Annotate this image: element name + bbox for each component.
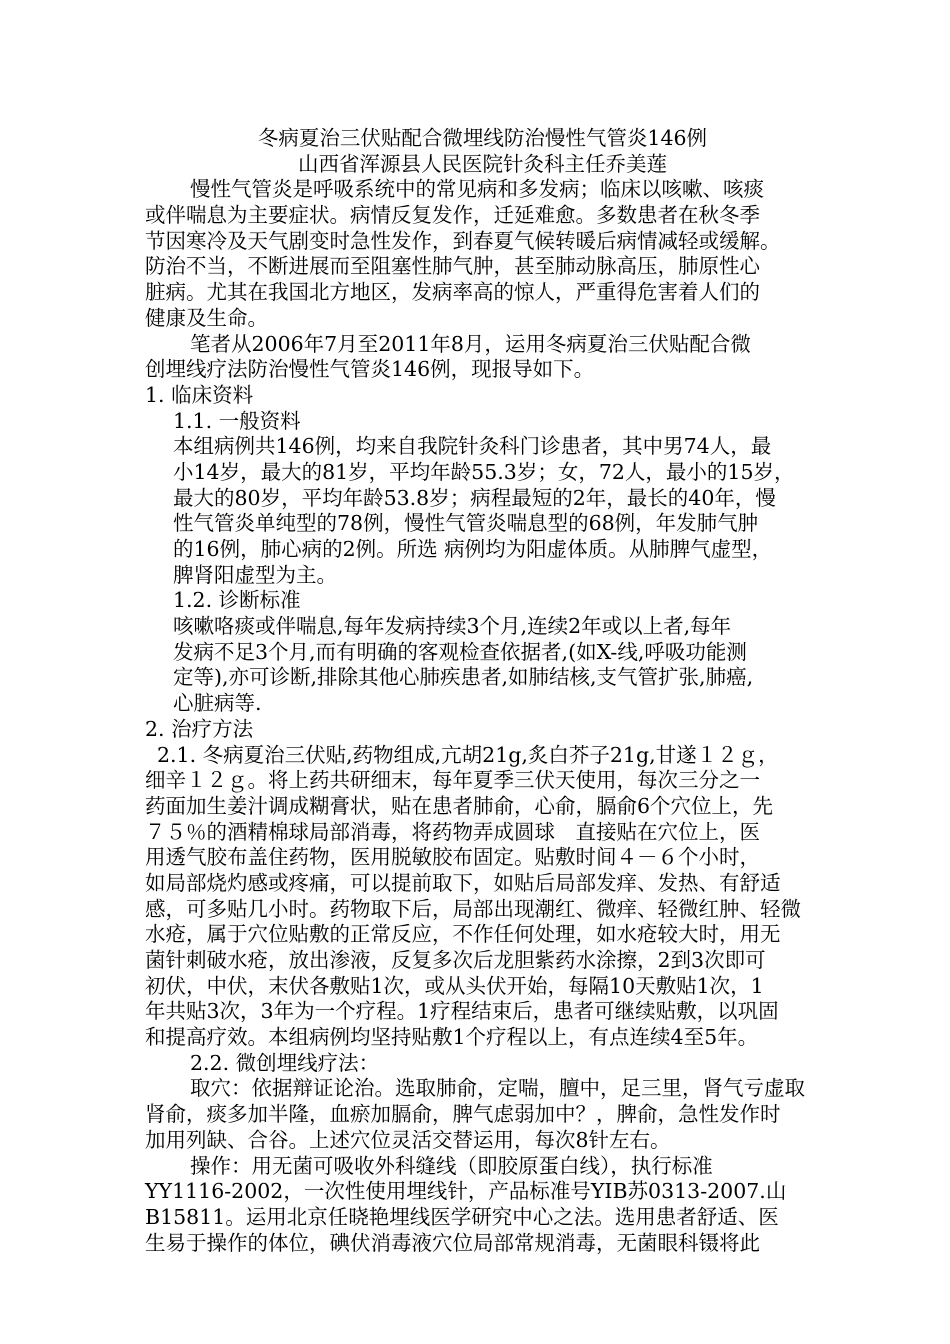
paragraph-line: 创埋线疗法防治慢性气管炎146例，现报导如下。 [145,357,595,382]
section-heading: 2. 治疗方法 [145,716,254,741]
paragraph-line: 肾俞，痰多加半隆，血瘀加膈俞，脾气虑弱加中？，脾俞，急性发作时 [145,1102,781,1127]
paragraph-line: 和提高疗效。本组病例均坚持贴敷1个疗程以上，有点连续4至5年。 [145,1025,759,1050]
paragraph-line: 的16例，肺心病的2例。所选 病例均为阳虚体质。从肺脾气虚型， [173,537,773,561]
paragraph-line: ７５％的酒精棉球局部消毒，将药物弄成圆球 直接贴在穴位上，医 [145,819,760,844]
paragraph-line: 健康及生命。 [145,305,268,330]
paragraph-line: 2.1. 冬病夏治三伏贴,药物组成,亢胡21g,炙白芥子21g,甘遂１２ｇ， [157,742,779,767]
paragraph-line: 操作：用无菌可吸收外科缝线（即胶原蛋白线），执行标准 [190,1153,713,1178]
paragraph-line: B15811。运用北京任晓艳埋线医学研究中心之法。选用患者舒适、医 [145,1204,779,1229]
document-page [145,126,820,1256]
paragraph-line: 年共贴3次，3年为一个疗程。1疗程结束后，患者可继续贴敷，以巩固 [145,999,779,1024]
paragraph-line: 本组病例共146例，均来自我院针灸科门诊患者，其中男74人，最 [173,434,772,459]
paragraph-line: 加用列缺、合谷。上述穴位灵活交替运用，每次8针左右。 [145,1127,671,1152]
paragraph-line: 心脏病等. [173,691,262,716]
paragraph-line: 水疮，属于穴位贴敷的正常反应，不作任何处理，如水疮较大时，用无 [145,922,781,947]
paragraph-line: 药面加生姜汁调成糊膏状，贴在患者肺俞，心俞，膈俞6个穴位上，先 [145,793,774,818]
paragraph-line: 性气管炎单纯型的78例，慢性气管炎喘息型的68例，年发肺气肿 [173,511,759,536]
paragraph-line: 防治不当，不断进展而至阻塞性肺气肿，甚至肺动脉高压，肺原性心 [145,254,760,279]
paragraph-line: 感，可多贴几小时。药物取下后，局部出现潮红、微痒、轻微红肿、轻微 [145,896,801,921]
paragraph-line: 用透气胶布盖住药物，医用脱敏胶布固定。贴敷时间４－６个小时， [145,845,760,870]
paragraph-line: 菌针刺破水疮，放出渗液，反复多次后龙胆紫药水涂擦，2到3次即可 [145,948,766,972]
paragraph-line: 脾肾阳虚型为主。 [173,562,337,587]
paragraph-line: 脏病。尤其在我国北方地区，发病率高的惊人，严重得危害着人们的 [145,280,760,305]
paragraph-line: YY1116-2002，一次性使用埋线针，产品标准号YIB苏0313-2007.山 [145,1179,787,1204]
section-heading: 1. 临床资料 [145,382,254,407]
paragraph-line: 细辛１２ｇ。将上药共研细末，每年夏季三伏天使用，每次三分之一 [145,768,760,793]
paragraph-line: 慢性气管炎是呼吸系统中的常见病和多发病；临床以咳嗽、咳痰 [190,177,764,202]
paragraph-line: 初伏，中伏，末伏各敷贴1次，或从头伏开始，每隔10天敷贴1次，1 [145,973,764,998]
paragraph-line: 咳嗽咯痰或伴喘息,每年发病持续3个月,连续2年或以上者,每年 [173,614,732,639]
paragraph-line: 取穴：依据辩证论治。选取肺俞，定喘，膻中，足三里，肾气亏虚取 [190,1076,805,1101]
paragraph-line: 最大的80岁，平均年龄53.8岁；病程最短的2年，最长的40年，慢 [173,485,776,510]
document-author: 山西省浑源县人民医院针灸科主任乔美莲 [298,151,667,176]
paragraph-line: 节因寒冷及天气剧变时急性发作，到春夏气候转暖后病情减轻或缓解。 [145,228,781,253]
paragraph-line: 如局部烧灼感或疼痛，可以提前取下，如贴后局部发痒、发热、有舒适 [145,870,781,895]
paragraph-line: 或伴喘息为主要症状。病情反复发作，迁延难愈。多数患者在秋冬季 [145,203,760,228]
subsection-heading: 1.2. 诊断标准 [173,588,301,613]
paragraph-line: 生易于操作的体位，碘伏消毒液穴位局部常规消毒，无菌眼科镊将此 [145,1230,760,1255]
paragraph-line: 笔者从2006年7月至2011年8月，运用冬病夏治三伏贴配合微 [190,331,751,356]
paragraph-line: 小14岁，最大的81岁，平均年龄55.3岁；女，72人，最小的15岁， [173,459,795,484]
subsection-heading: 1.1. 一般资料 [173,408,301,433]
paragraph-line: 定等),亦可诊断,排除其他心肺疾患者,如肺结核,支气管扩张,肺癌, [173,665,754,690]
document-title: 冬病夏治三伏贴配合微埋线防治慢性气管炎146例 [257,126,708,150]
paragraph-line: 发病不足3个月,而有明确的客观检查依据者,(如X-线,呼吸功能测 [173,639,747,664]
subsection-heading: 2.2. 微创埋线疗法： [190,1050,380,1075]
